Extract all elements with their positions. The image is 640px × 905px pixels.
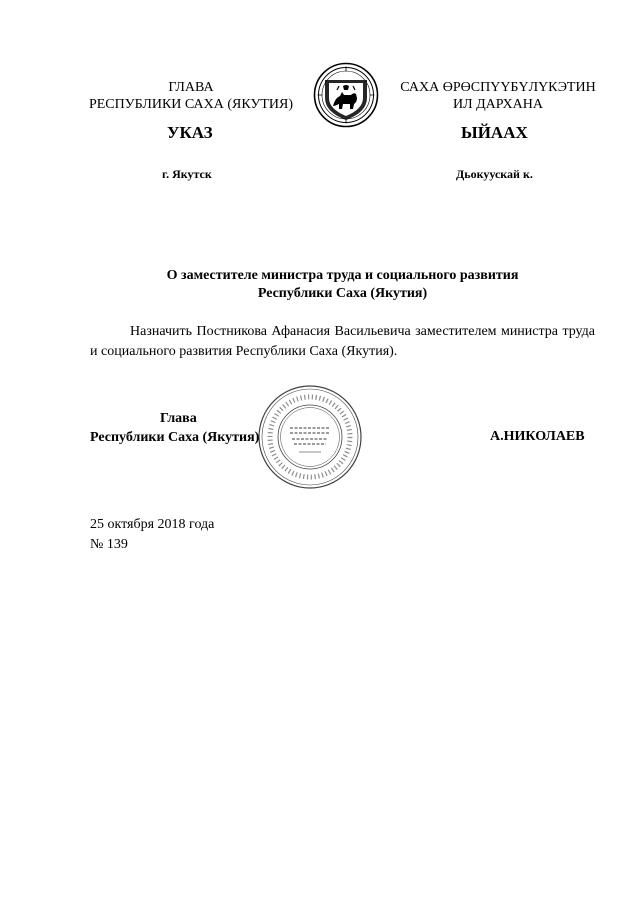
decree-number: № 139 bbox=[90, 537, 128, 552]
doc-type-ru: УКАЗ bbox=[167, 123, 213, 142]
decree-title-line-1: О заместителе министра труда и социального развития bbox=[166, 268, 519, 283]
issuer-header-ru bbox=[88, 79, 294, 113]
issuer-title-ru: ГЛАВА bbox=[168, 80, 214, 95]
signatory-position-title: Глава bbox=[160, 411, 197, 426]
place-ru: г. Якутск bbox=[162, 167, 212, 181]
decree-title bbox=[90, 267, 595, 303]
issuer-title-sah: ИЛ ДАРХАНА bbox=[452, 97, 543, 112]
place-sah: Дьокуускай к. bbox=[456, 167, 533, 181]
issuer-republic-ru: РЕСПУБЛИКИ САХА (ЯКУТИЯ) bbox=[88, 97, 294, 112]
issuer-republic-sah: САХА ӨРӨСПҮҮБҮЛҮКЭТИН bbox=[400, 80, 596, 95]
decree-body-paragraph: Назначить Постникова Афанасия Васильевича заместителем министра труда и социального развития Республики Саха (Якутия). bbox=[90, 324, 595, 359]
signatory-position-republic: Республики Саха (Якутия) bbox=[90, 430, 260, 445]
decree-title-line-2: Республики Саха (Якутия) bbox=[257, 286, 428, 301]
signatory-name: А.НИКОЛАЕВ bbox=[490, 429, 585, 444]
official-seal-stamp bbox=[257, 384, 363, 490]
issuer-header-sah bbox=[394, 79, 602, 113]
doc-type-sah: ЫЙААХ bbox=[461, 123, 528, 142]
coat-of-arms-emblem bbox=[313, 62, 379, 128]
decree-date: 25 октября 2018 года bbox=[90, 517, 215, 532]
